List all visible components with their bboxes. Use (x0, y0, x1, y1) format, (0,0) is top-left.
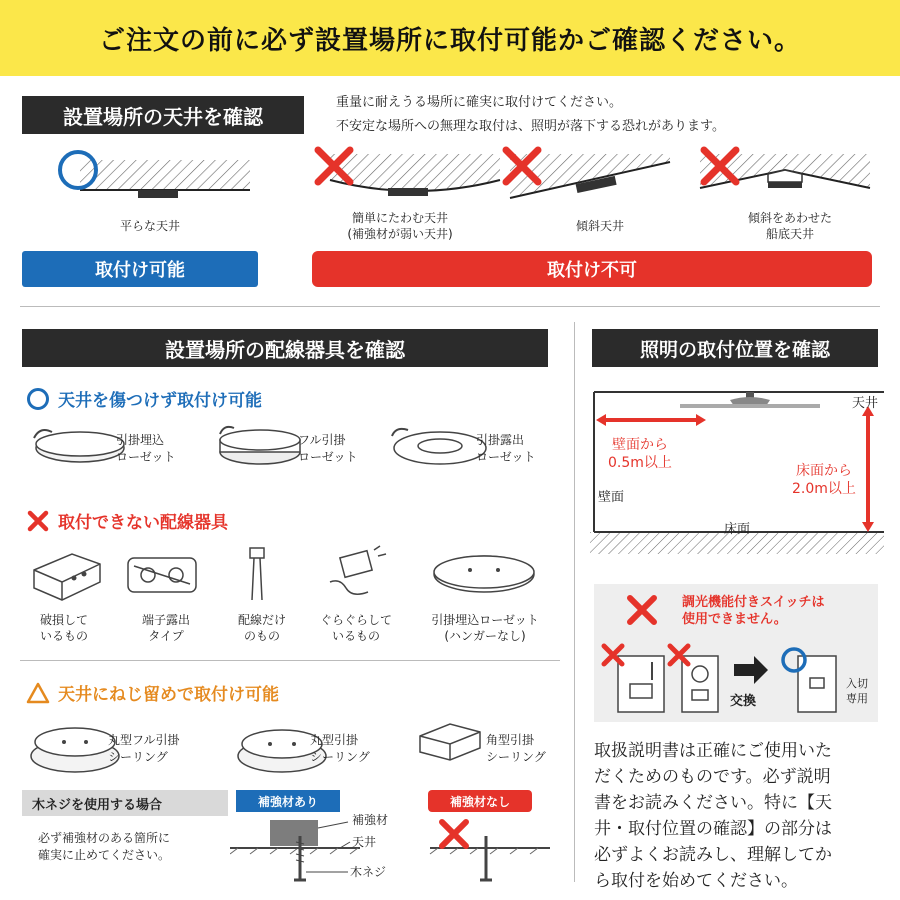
dimmer-warning: 調光機能付きスイッチは 使用できません。 (682, 595, 825, 627)
onoff-switch-icon (783, 649, 836, 712)
sagging-ceiling-icon (318, 150, 500, 196)
ceiling-section-header: 設置場所の天井を確認 (22, 96, 304, 134)
onoff-switch-label: 入切 専用 (846, 677, 868, 705)
screw-ceiling-icons (20, 716, 560, 780)
ceiling-caption-boat: 傾斜をあわせた 船底天井 (747, 211, 832, 241)
exposed-terminal-icon (128, 558, 196, 592)
exchange-label: 交換 (730, 694, 757, 709)
without-reinforcement-tag: 補強材なし (428, 790, 532, 812)
ceiling-caption-flat: 平らな天井 (119, 219, 180, 233)
ok-item-1-label: 引掛埋込 ローゼット (116, 433, 176, 464)
wood-screw-tag: 木ネジを使用する場合 (22, 790, 228, 816)
round-full-ceiling-icon (31, 728, 119, 772)
ng-item-3-label: 配線だけ のもの (237, 613, 286, 643)
section-divider (20, 306, 880, 307)
ok-circle-icon (26, 387, 50, 411)
without-reinforcement-diagram (430, 822, 550, 880)
position-section-header: 照明の取付位置を確認 (592, 329, 878, 367)
screw-item-3-label: 角型引掛 シーリング (486, 733, 546, 764)
ng-item-1-label: 破損して いるもの (39, 613, 88, 643)
floor-label: 床面 (724, 522, 751, 537)
ceiling-caption-slanted: 傾斜天井 (575, 219, 624, 233)
floor-distance-label: 床面から 2.0m以上 (792, 463, 856, 497)
with-reinforcement-tag: 補強材あり (236, 790, 340, 812)
wall-arrow-icon (596, 414, 706, 426)
wiring-section-header: 設置場所の配線器具を確認 (22, 329, 548, 367)
ceiling-ok-bar: 取付け可能 (22, 251, 258, 287)
no-hanger-rosette-icon (434, 556, 534, 592)
wiring-ng-title: 取付できない配線器具 (26, 508, 228, 533)
ng-item-2-label: 端子露出 タイプ (141, 613, 190, 643)
manual-note: 取扱説明書は正確にご使用いた だくためのものです。必ず説明 書をお読みください。特に【天 井・取付位置の確認】の部分は 必ずよくお読みし、理解してか ら取付を始めてください。 (594, 741, 832, 891)
screw-item-2-label: 丸型引掛 シーリング (310, 733, 370, 764)
wall-distance-label: 壁面から 0.5m以上 (608, 437, 672, 471)
recessed-rosette-icon (34, 430, 124, 462)
wiring-ok-title: 天井を傷つけず取付け可能 (26, 386, 262, 411)
ng-cross-icon (26, 509, 50, 533)
dimmer-switch-2-icon (670, 646, 718, 712)
fan-icon (680, 392, 820, 406)
ceiling-note-2: 不安定な場所への無理な取付は、照明が落下する恐れがあります。 (336, 119, 725, 134)
ceiling-note-1: 重量に耐えうる場所に確実に取付けてください。 (336, 95, 623, 110)
ok-item-3-label: 引掛露出 ローゼット (476, 433, 536, 464)
wood-screw-diagram (230, 814, 560, 888)
dimmer-switch-1-icon (604, 646, 664, 712)
ceiling-caption-sagging: 簡単にたわむ天井 (補強材が弱い天井) (347, 211, 453, 241)
ceiling-illustrations (20, 140, 880, 210)
loose-device-icon (330, 546, 386, 594)
flat-ceiling-icon (60, 152, 250, 198)
bare-wire-icon (250, 548, 264, 600)
slanted-ceiling-icon (506, 150, 670, 198)
ceiling-position-label: 天井 (852, 396, 879, 411)
ng-device-icons (24, 542, 564, 608)
ceiling-ng-bar: 取付け不可 (312, 251, 872, 287)
broken-device-icon (34, 554, 100, 600)
arrow-right-icon (734, 656, 768, 684)
wiring-divider (20, 660, 560, 661)
wiring-screw-title: 天井にねじ留めで取付け可能 (26, 680, 279, 705)
boat-ceiling-icon (700, 150, 870, 188)
ng-item-5-label: 引掛埋込ローゼット (ハンガーなし) (431, 613, 539, 643)
floor-arrow-icon (862, 406, 874, 532)
column-divider (574, 322, 575, 882)
exposed-rosette-icon (392, 429, 486, 464)
reinforcement-label: 補強材 (352, 813, 389, 827)
square-ceiling-icon (420, 724, 480, 760)
with-reinforcement-diagram (230, 820, 360, 880)
full-rosette-icon (220, 427, 300, 464)
wood-screw-note: 必ず補強材のある箇所に 確実に止めてください。 (38, 831, 171, 862)
caution-triangle-icon (26, 681, 50, 705)
ceiling-label: 天井 (352, 835, 377, 849)
top-banner: ご注文の前に必ず設置場所に取付可能かご確認ください。 (0, 0, 900, 76)
screw-item-1-label: 丸型フル引掛 シーリング (108, 733, 180, 764)
ok-item-2-label: フル引掛 ローゼット (298, 433, 358, 464)
wood-screw-label: 木ネジ (350, 865, 387, 879)
wall-label: 壁面 (598, 490, 625, 505)
ng-item-4-label: ぐらぐらして いるもの (319, 613, 392, 643)
dimmer-cross-icon (624, 592, 660, 628)
